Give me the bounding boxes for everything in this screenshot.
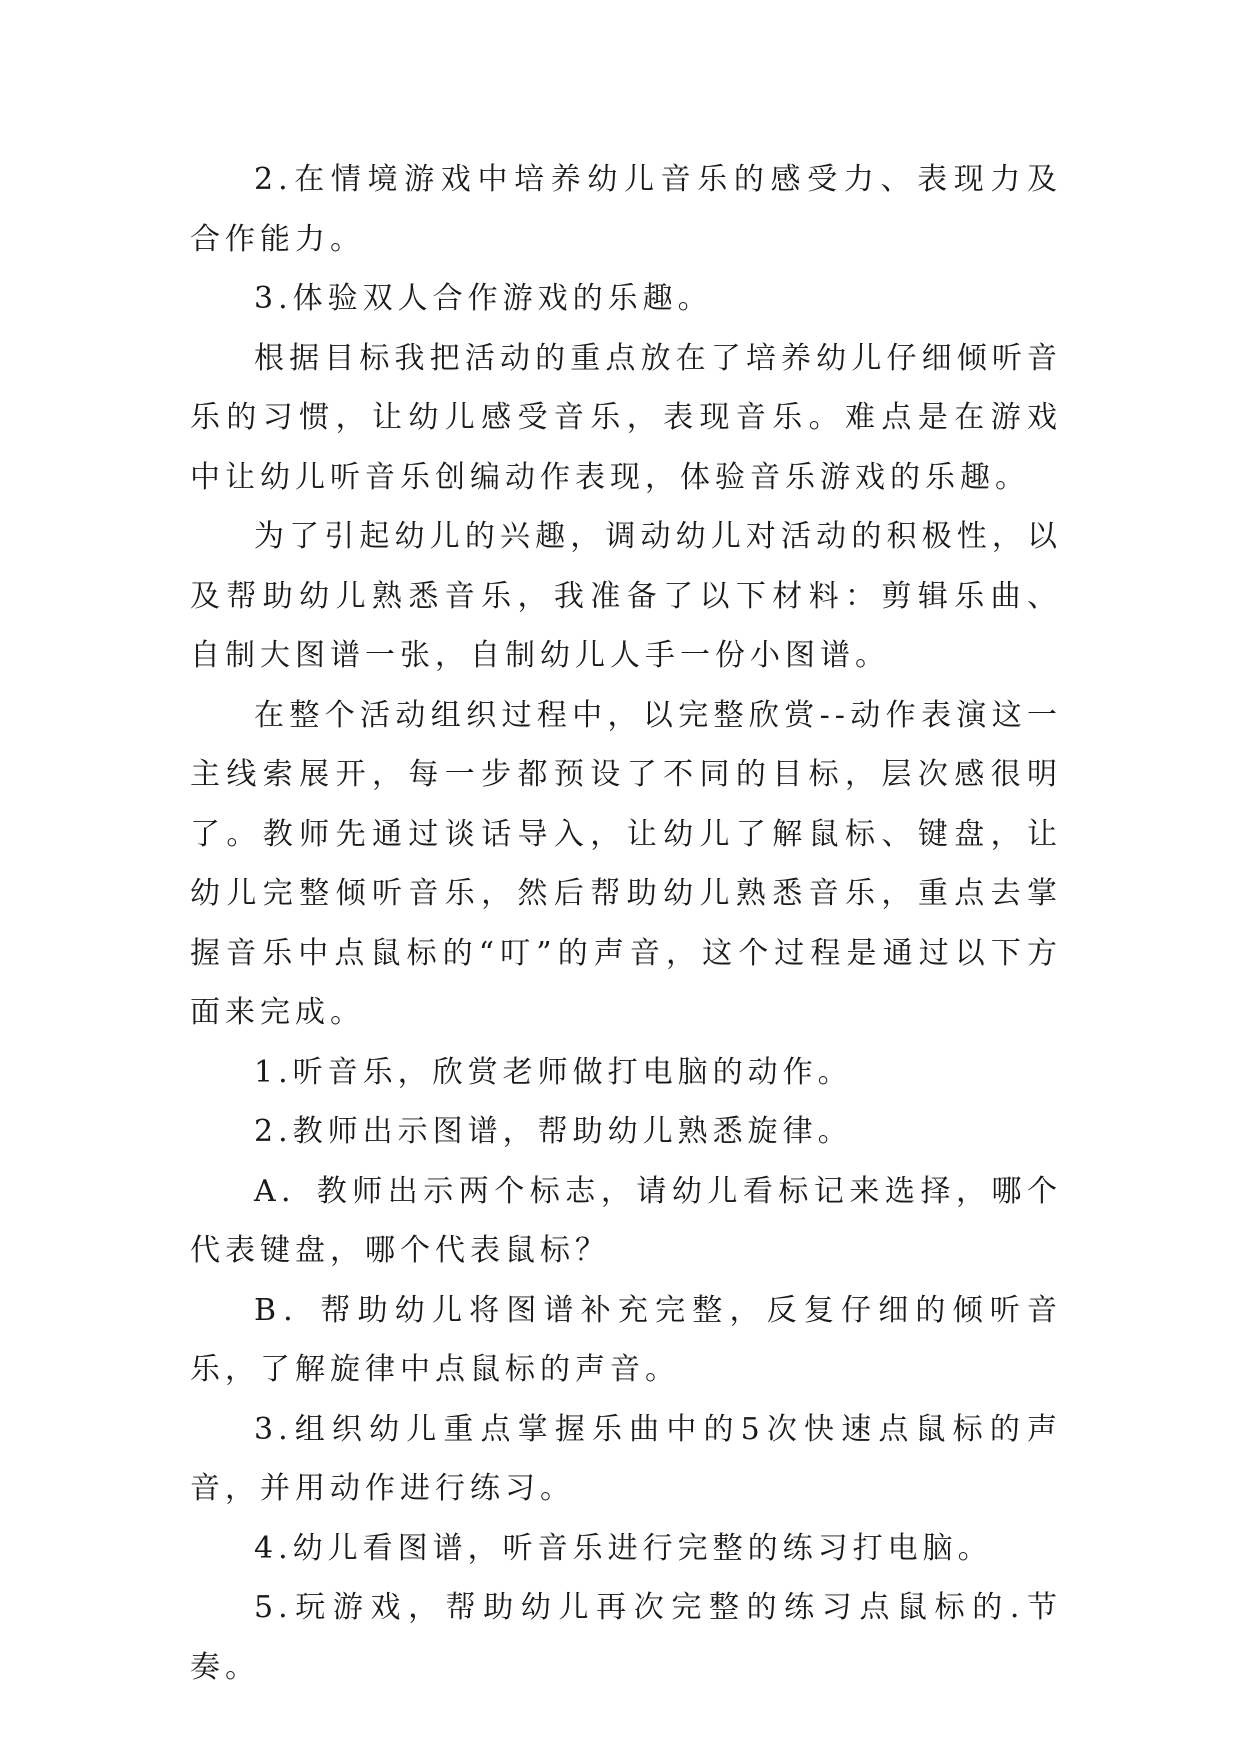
paragraph-key-points: 根据目标我把活动的重点放在了培养幼儿仔细倾听音乐的习惯，让幼儿感受音乐，表现音乐。难点是在游戏中让幼儿听音乐创编动作表现，体验音乐游戏的乐趣。 xyxy=(190,340,1062,495)
paragraph-step-5: 5.玩游戏，帮助幼儿再次完整的练习点鼠标的.节奏。 xyxy=(190,1590,1062,1685)
paragraph-step-2a: A．教师出示两个标志，请幼儿看标记来选择，哪个代表键盘，哪个代表鼠标？ xyxy=(190,1173,1062,1268)
paragraph-goal-2: 2.在情境游戏中培养幼儿音乐的感受力、表现力及合作能力。 xyxy=(190,162,1062,257)
paragraph-process: 在整个活动组织过程中，以完整欣赏--动作表演这一主线索展开，每一步都预设了不同的目标，层次感很明了。教师先通过谈话导入，让幼儿了解鼠标、键盘，让幼儿完整倾听音乐，然后帮助幼儿熟悉音乐，重点去掌握音乐中点鼠标的“叮”的声音，这个过程是通过以下方面来完成。 xyxy=(190,697,1062,1030)
paragraph-step-2: 2.教师出示图谱，帮助幼儿熟悉旋律。 xyxy=(254,1114,853,1149)
paragraph-materials: 为了引起幼儿的兴趣，调动幼儿对活动的积极性，以及帮助幼儿熟悉音乐，我准备了以下材料：剪辑乐曲、自制大图谱一张，自制幼儿人手一份小图谱。 xyxy=(190,519,1062,673)
paragraph-step-1: 1.听音乐，欣赏老师做打电脑的动作。 xyxy=(254,1054,853,1090)
paragraph-step-4: 4.幼儿看图谱，听音乐进行完整的练习打电脑。 xyxy=(254,1530,993,1566)
paragraph-step-3: 3.组织幼儿重点掌握乐曲中的5次快速点鼠标的声音，并用动作进行练习。 xyxy=(190,1411,1062,1506)
document-page xyxy=(190,150,1062,1697)
paragraph-step-2b: B．帮助幼儿将图谱补充完整，反复仔细的倾听音乐，了解旋律中点鼠标的声音。 xyxy=(190,1292,1062,1387)
paragraph-goal-3: 3.体验双人合作游戏的乐趣。 xyxy=(254,281,713,316)
